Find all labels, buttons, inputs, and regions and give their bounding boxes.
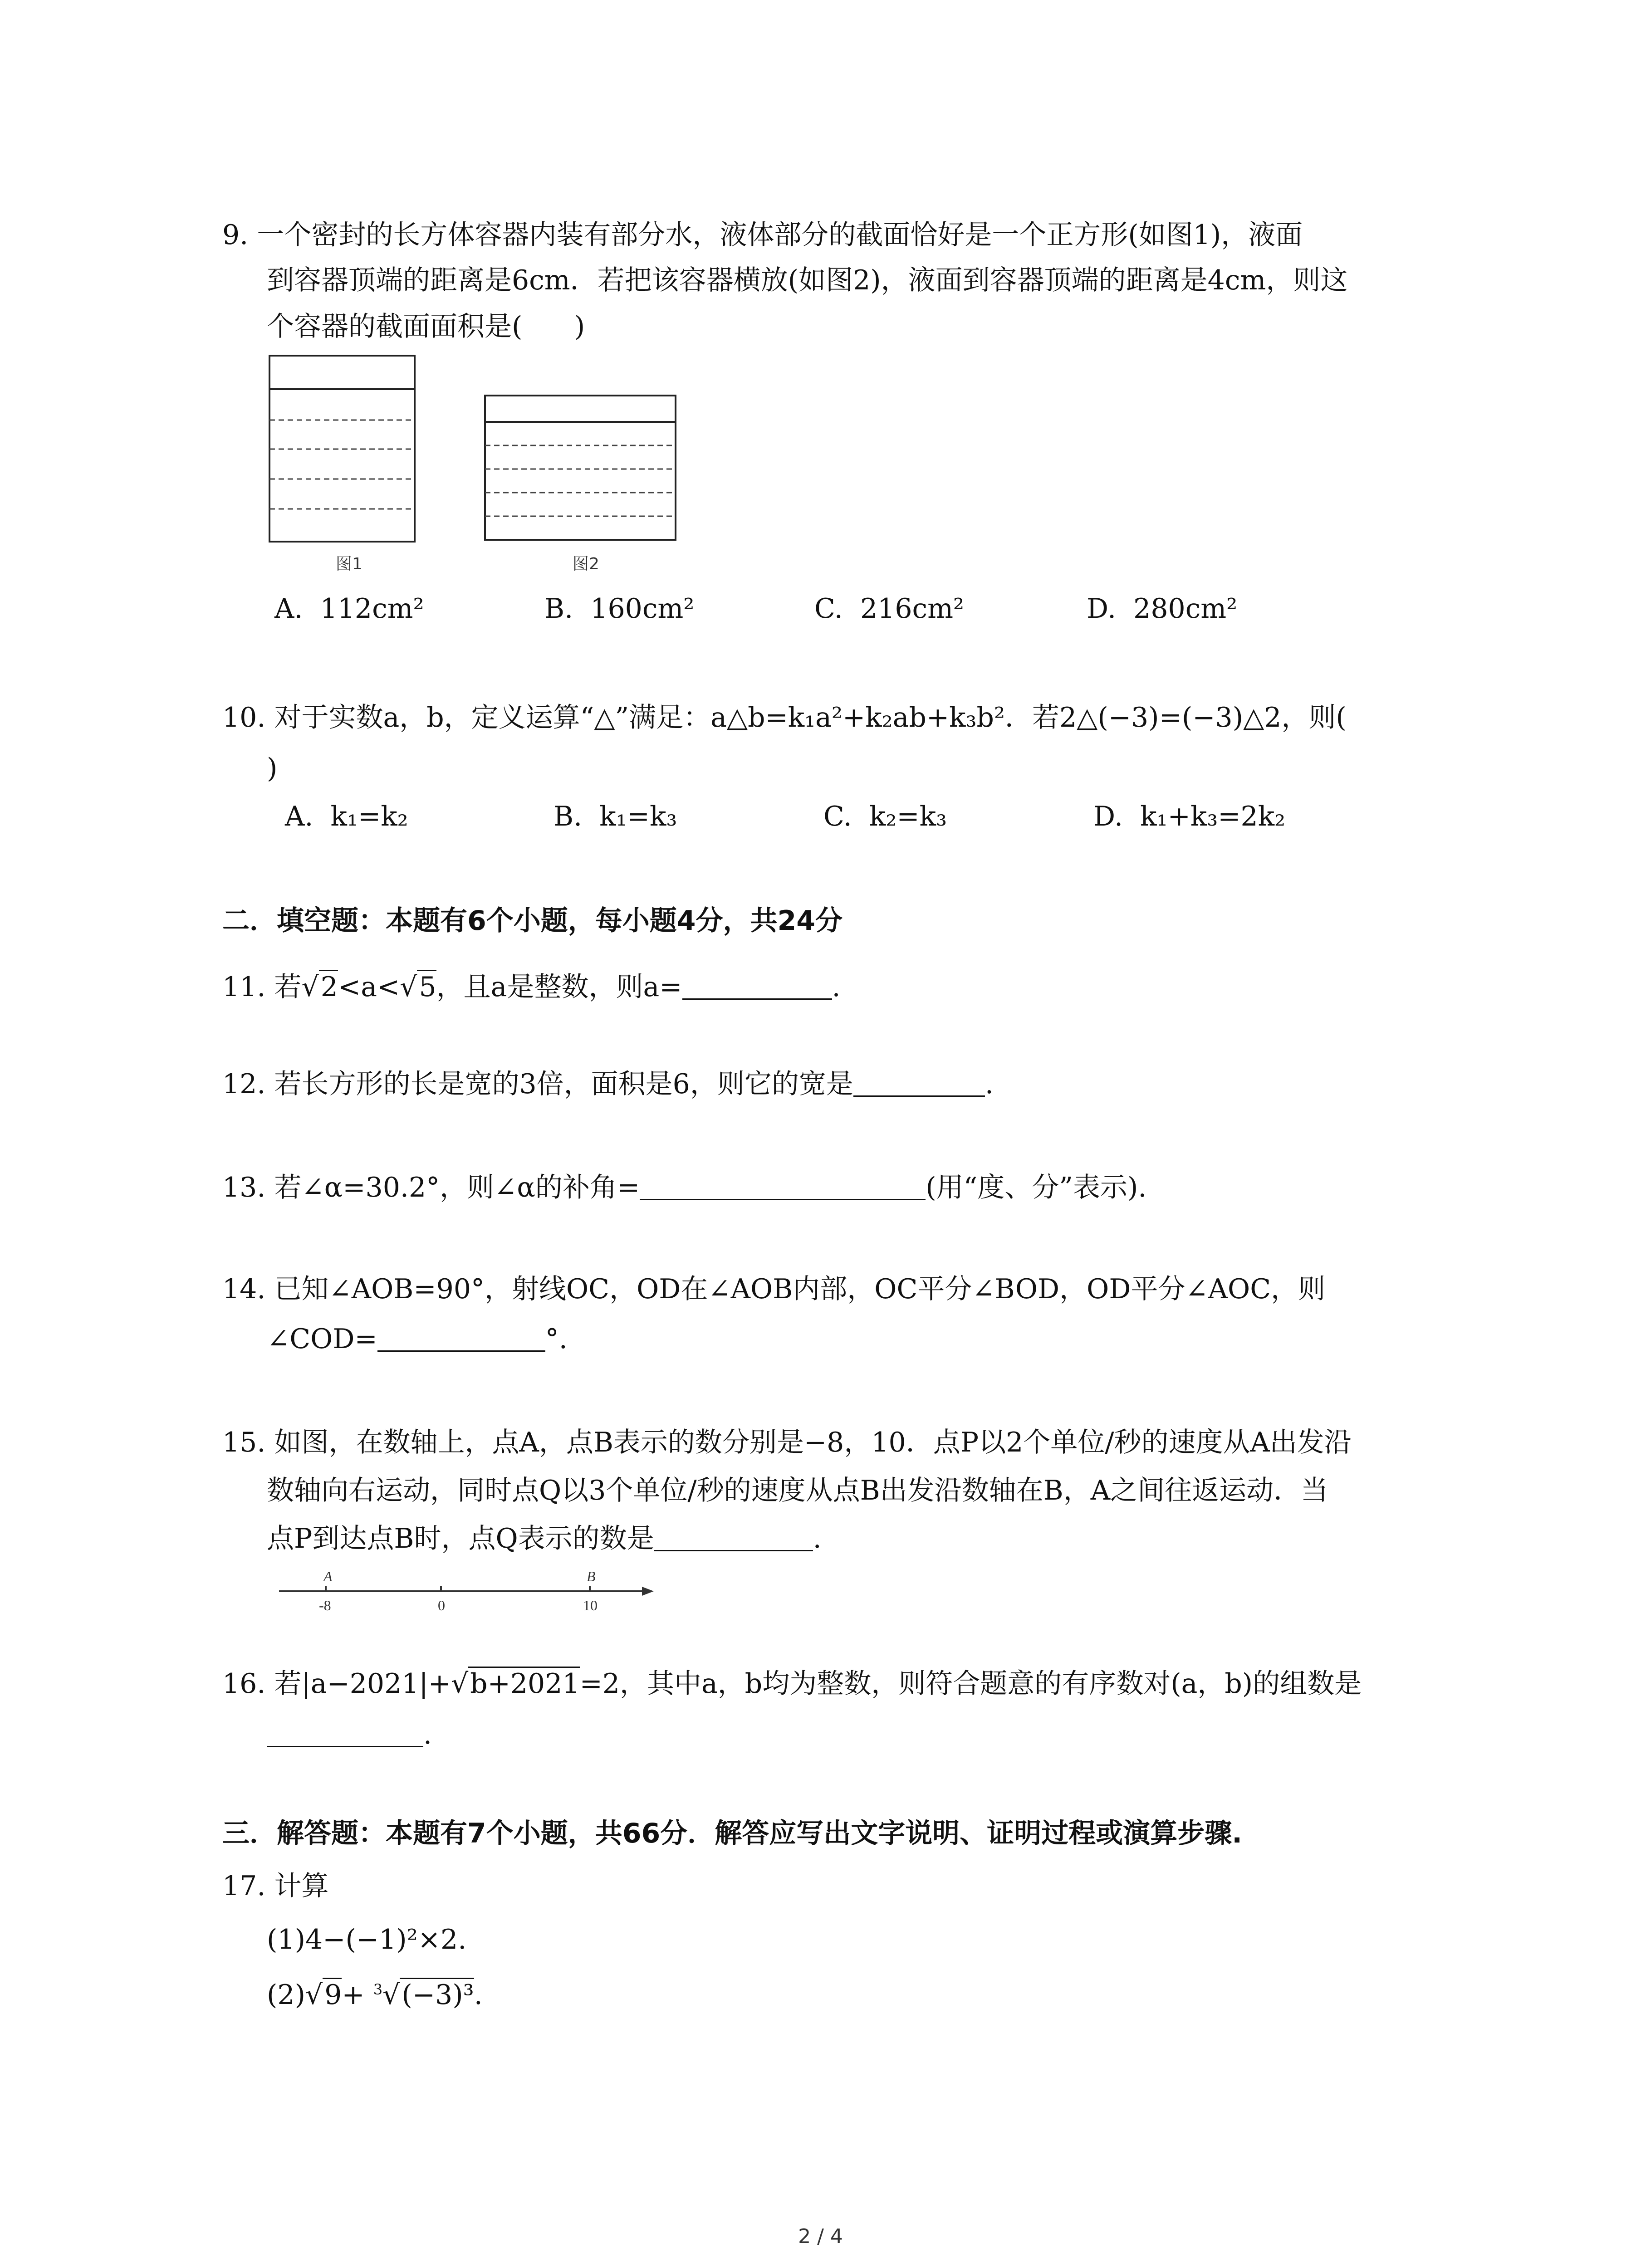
q9-line3: 个容器的截面面积是( ) [267, 311, 585, 342]
point-b-label: B [587, 1568, 596, 1584]
q9-line2: 到容器顶端的距离是6cm．若把该容器横放(如图2)，液面到容器顶端的距离是4cm，则这 [267, 264, 1348, 296]
q10-line1: 10. 对于实数a，b，定义运算“△”满足：a△b=k₁a²+k₂ab+k₃b²．若2△(−3)=(−3)△2，则( [222, 702, 1347, 733]
q11-answer-blank[interactable] [682, 971, 832, 1000]
q9-option-b: B. 160cm² [544, 593, 695, 625]
q11-radicand-a: 2 [319, 970, 338, 1003]
q15-line2: 数轴向右运动，同时点Q以3个单位/秒的速度从点B出发沿数轴在B，A之间往返运动．当 [267, 1475, 1328, 1506]
q17-title: 17. 计算 [222, 1870, 329, 1902]
axis-arrow [642, 1587, 654, 1596]
q11-radicand-b: 5 [417, 970, 436, 1003]
q9-option-d: D. 280cm² [1087, 593, 1238, 625]
q15-answer-blank[interactable] [654, 1523, 813, 1551]
tick-label-b: 10 [583, 1597, 598, 1613]
section3-title: 三．解答题：本题有7个小题，共66分．解答应写出文字说明、证明过程或演算步骤. [222, 1818, 1243, 1849]
q10-option-b: B. k₁=k₃ [554, 801, 677, 832]
q14-line2: ∠COD= °. [267, 1323, 568, 1355]
container-outline [485, 396, 676, 540]
q11: 11. 若√2<a<√5，且a是整数，则a= . [222, 969, 841, 1005]
q14-line1: 14. 已知∠AOB=90°，射线OC，OD在∠AOB内部，OC平分∠BOD，OD平分∠AOC，则 [222, 1273, 1326, 1305]
q9-option-a: A. 112cm² [274, 593, 424, 625]
tick-label-0: 0 [438, 1597, 445, 1613]
page-number: 2 / 4 [798, 2225, 843, 2248]
q17-part1: (1)4−(−1)²×2. [267, 1924, 467, 1955]
q16-answer-blank[interactable] [267, 1719, 423, 1747]
q17-sqrt-radicand: 9 [323, 1978, 342, 2011]
q17-cbrt-radicand: (−3)³ [400, 1978, 474, 2011]
q9-fig1-caption: 图1 [336, 555, 362, 573]
q10-option-c: C. k₂=k₃ [823, 801, 947, 832]
q9-figure2 [483, 394, 679, 543]
point-a-label: A [323, 1568, 333, 1584]
q15-line3: 点P到达点B时，点Q表示的数是 . [267, 1523, 822, 1554]
q14-answer-blank[interactable] [377, 1323, 545, 1352]
q10-option-a: A. k₁=k₂ [285, 801, 408, 832]
q15-number-line [279, 1565, 656, 1617]
q16-line2: . [267, 1716, 432, 1753]
q10-line2: ) [267, 753, 278, 784]
q16-radicand: b+2021 [468, 1667, 579, 1700]
q13-answer-blank[interactable] [640, 1172, 926, 1200]
q13: 13. 若∠α=30.2°，则∠α的补角= (用“度、分”表示). [222, 1172, 1147, 1203]
q17-part2: (2)√9+ $^3$√(−3)³. [267, 1971, 483, 2013]
section2-title: 二．填空题：本题有6个小题，每小题4分，共24分 [222, 905, 843, 937]
q9-fig2-caption: 图2 [573, 555, 599, 573]
q10-option-d: D. k₁+k₃=2k₂ [1093, 801, 1286, 832]
q9-option-c: C. 216cm² [814, 593, 965, 625]
q16-line1: 16. 若|a−2021|+√b+2021=2，其中a，b均为整数，则符合题意的有序数对(a，b)的组数是 [222, 1666, 1362, 1702]
q9-figure1 [268, 354, 422, 549]
q12-answer-blank[interactable] [853, 1068, 985, 1097]
q17-cbrt-index: 3 [373, 1981, 383, 1998]
q15-line1: 15. 如图，在数轴上，点A，点B表示的数分别是−8，10．点P以2个单位/秒的速度从A出发沿 [222, 1427, 1352, 1458]
q9-line1: 9. 一个密封的长方体容器内装有部分水，液体部分的截面恰好是一个正方形(如图1)，液面 [222, 219, 1303, 251]
q12: 12. 若长方形的长是宽的3倍，面积是6，则它的宽是 . [222, 1068, 994, 1100]
tick-label-a: -8 [319, 1597, 331, 1613]
